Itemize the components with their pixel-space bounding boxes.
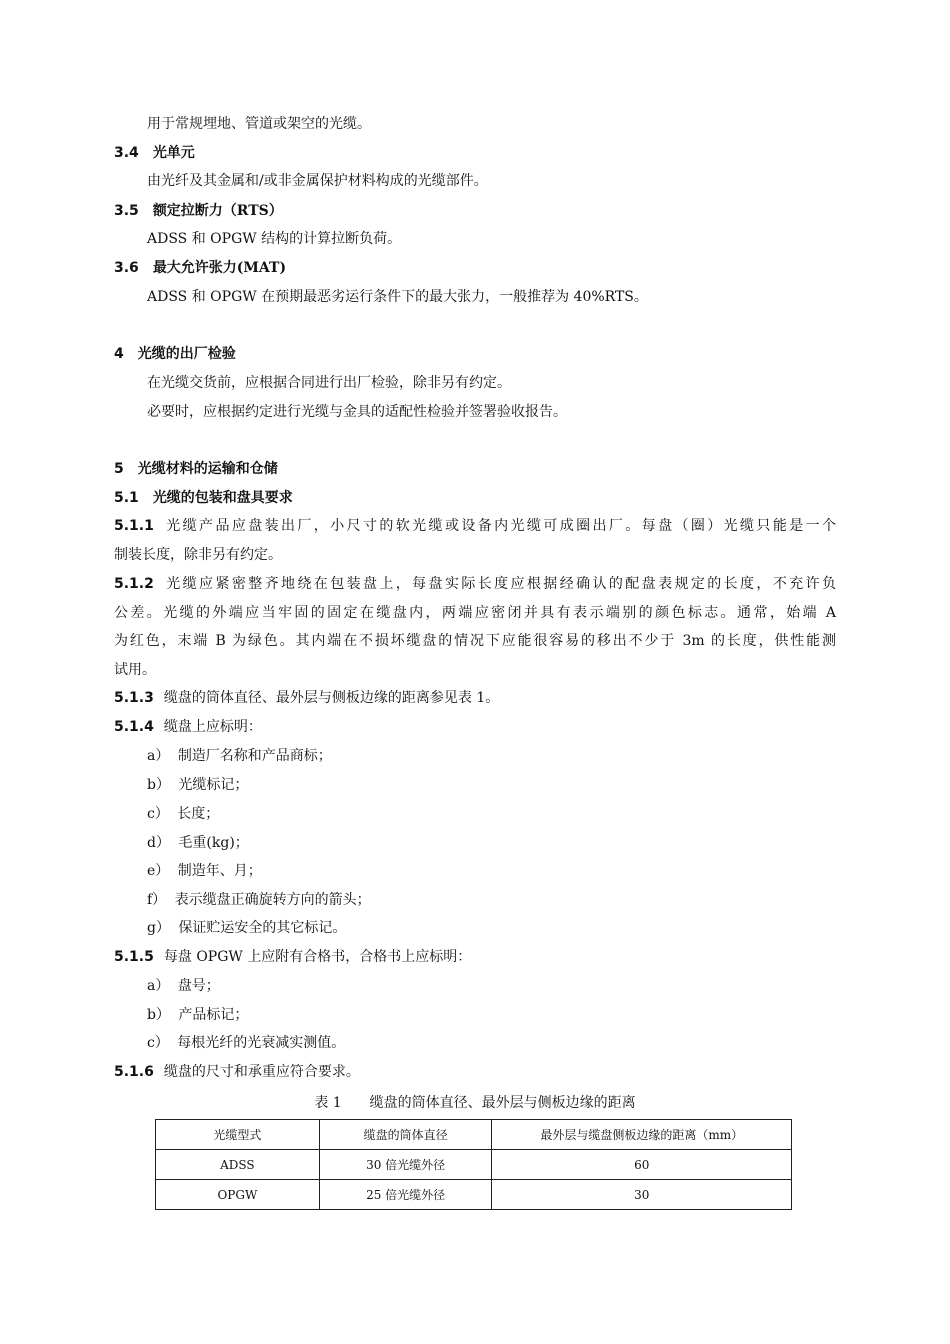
paragraph: ADSS 和 OPGW 结构的计算拉断负荷。 xyxy=(147,231,402,247)
list-text: 毛重(kg)； xyxy=(178,835,249,851)
list-label: c） xyxy=(147,1035,169,1051)
list-item xyxy=(147,805,219,823)
list-label: b） xyxy=(147,777,170,793)
list-text: 盘号； xyxy=(177,978,220,994)
clause-number: 5.1.2 xyxy=(114,576,154,592)
table-cell: ADSS xyxy=(156,1150,320,1180)
clause-text: 缆盘上应标明： xyxy=(163,719,262,735)
list-label: a） xyxy=(147,748,170,764)
table-cell: 25 倍光缆外径 xyxy=(319,1180,492,1210)
clause-number: 5.1.3 xyxy=(114,690,154,706)
list-item xyxy=(147,834,249,852)
paragraph: 在光缆交货前，应根据合同进行出厂检验，除非另有约定。 xyxy=(147,375,511,391)
table-header-cell: 光缆型式 xyxy=(156,1120,320,1150)
list-item xyxy=(147,747,332,765)
clause-5-1-2-line xyxy=(114,575,836,593)
list-item xyxy=(147,862,262,880)
clause-text: 光缆应紧密整齐地绕在包装盘上，每盘实际长度应根据经确认的配盘表规定的长度，不充许负 xyxy=(163,576,836,592)
table-cell: 30 xyxy=(492,1180,792,1210)
list-text: 保证贮运安全的其它标记。 xyxy=(178,920,347,936)
section-number: 5.1 xyxy=(114,490,139,506)
section-heading-5-1 xyxy=(114,489,293,507)
clause-text: 光缆产品应盘装出厂，小尺寸的软光缆或设备内光缆可成圈出厂。每盘（圈）光缆只能是一个 xyxy=(163,518,836,534)
clause-text: 每盘 OPGW 上应附有合格书，合格书上应标明： xyxy=(163,949,472,965)
paragraph: 必要时，应根据约定进行光缆与金具的适配性检验并签署验收报告。 xyxy=(147,404,567,420)
list-text: 长度； xyxy=(177,806,220,822)
list-text: 制造厂名称和产品商标； xyxy=(177,748,332,764)
section-title: 光单元 xyxy=(152,145,195,161)
section-title: 光缆的出厂检验 xyxy=(137,346,236,362)
clause-number: 5.1.6 xyxy=(114,1064,154,1080)
list-item xyxy=(147,891,371,909)
section-number: 3.5 xyxy=(114,203,139,219)
list-item xyxy=(147,1034,345,1052)
table-1 xyxy=(155,1119,792,1210)
list-label: f） xyxy=(147,892,167,908)
list-item xyxy=(147,776,248,794)
section-number: 5 xyxy=(114,461,124,477)
section-title: 光缆材料的运输和仓储 xyxy=(137,461,278,477)
list-label: b） xyxy=(147,1007,170,1023)
paragraph: 用于常规埋地、管道或架空的光缆。 xyxy=(147,116,371,132)
table-cell: 30 倍光缆外径 xyxy=(319,1150,492,1180)
clause-text: 缆盘的筒体直径、最外层与侧板边缘的距离参见表 1。 xyxy=(163,690,500,706)
table-cell: 60 xyxy=(492,1150,792,1180)
section-title: 额定拉断力（RTS） xyxy=(152,203,283,219)
table-header-cell: 缆盘的筒体直径 xyxy=(319,1120,492,1150)
section-heading-4 xyxy=(114,345,236,363)
table-header-cell: 最外层与缆盘侧板边缘的距离（mm） xyxy=(492,1120,792,1150)
clause-number: 5.1.4 xyxy=(114,719,154,735)
list-label: a） xyxy=(147,978,170,994)
list-text: 表示缆盘正确旋转方向的箭头； xyxy=(174,892,371,908)
list-text: 产品标记； xyxy=(178,1007,249,1023)
list-item xyxy=(147,919,346,937)
list-label: c） xyxy=(147,806,169,822)
section-title: 最大允许张力(MAT) xyxy=(152,260,287,276)
clause-5-1-3 xyxy=(114,689,499,707)
table-cell: OPGW xyxy=(156,1180,320,1210)
clause-5-1-5 xyxy=(114,948,471,966)
clause-text: 为红色，末端 B 为绿色。其内端在不损坏缆盘的情况下应能很容易的移出不少于 3m 的长度，供性能测 xyxy=(114,633,836,649)
table-header-row xyxy=(156,1120,792,1150)
list-label: g） xyxy=(147,920,170,936)
section-heading-3-4 xyxy=(114,144,195,162)
list-item xyxy=(147,1006,248,1024)
section-heading-3-6 xyxy=(114,259,286,277)
list-text: 制造年、月； xyxy=(177,863,262,879)
list-item xyxy=(147,977,220,995)
clause-number: 5.1.1 xyxy=(114,518,154,534)
list-label: e） xyxy=(147,863,170,879)
clause-5-1-4 xyxy=(114,718,262,736)
section-number: 3.6 xyxy=(114,260,139,276)
section-heading-3-5 xyxy=(114,202,283,220)
clause-5-1-1-line xyxy=(114,517,836,535)
section-title: 光缆的包装和盘具要求 xyxy=(152,490,293,506)
clause-number: 5.1.5 xyxy=(114,949,154,965)
clause-5-1-6 xyxy=(114,1063,360,1081)
table-row xyxy=(156,1150,792,1180)
paragraph: ADSS 和 OPGW 在预期最恶劣运行条件下的最大张力，一般推荐为 40%RTS。 xyxy=(147,289,648,305)
section-heading-5 xyxy=(114,460,278,478)
table-caption: 表 1 缆盘的筒体直径、最外层与侧板边缘的距离 xyxy=(314,1095,636,1111)
clause-text: 公差。光缆的外端应当牢固的固定在缆盘内，两端应密闭并具有表示端别的颜色标志。通常，始端 A xyxy=(114,605,836,621)
clause-text: 试用。 xyxy=(114,662,156,678)
section-number: 3.4 xyxy=(114,145,139,161)
table-row xyxy=(156,1180,792,1210)
paragraph: 由光纤及其金属和/或非金属保护材料构成的光缆部件。 xyxy=(147,173,488,189)
list-text: 每根光纤的光衰减实测值。 xyxy=(177,1035,346,1051)
section-number: 4 xyxy=(114,346,124,362)
clause-text: 缆盘的尺寸和承重应符合要求。 xyxy=(163,1064,360,1080)
list-text: 光缆标记； xyxy=(178,777,249,793)
list-label: d） xyxy=(147,835,170,851)
clause-text: 制装长度，除非另有约定。 xyxy=(114,547,282,563)
